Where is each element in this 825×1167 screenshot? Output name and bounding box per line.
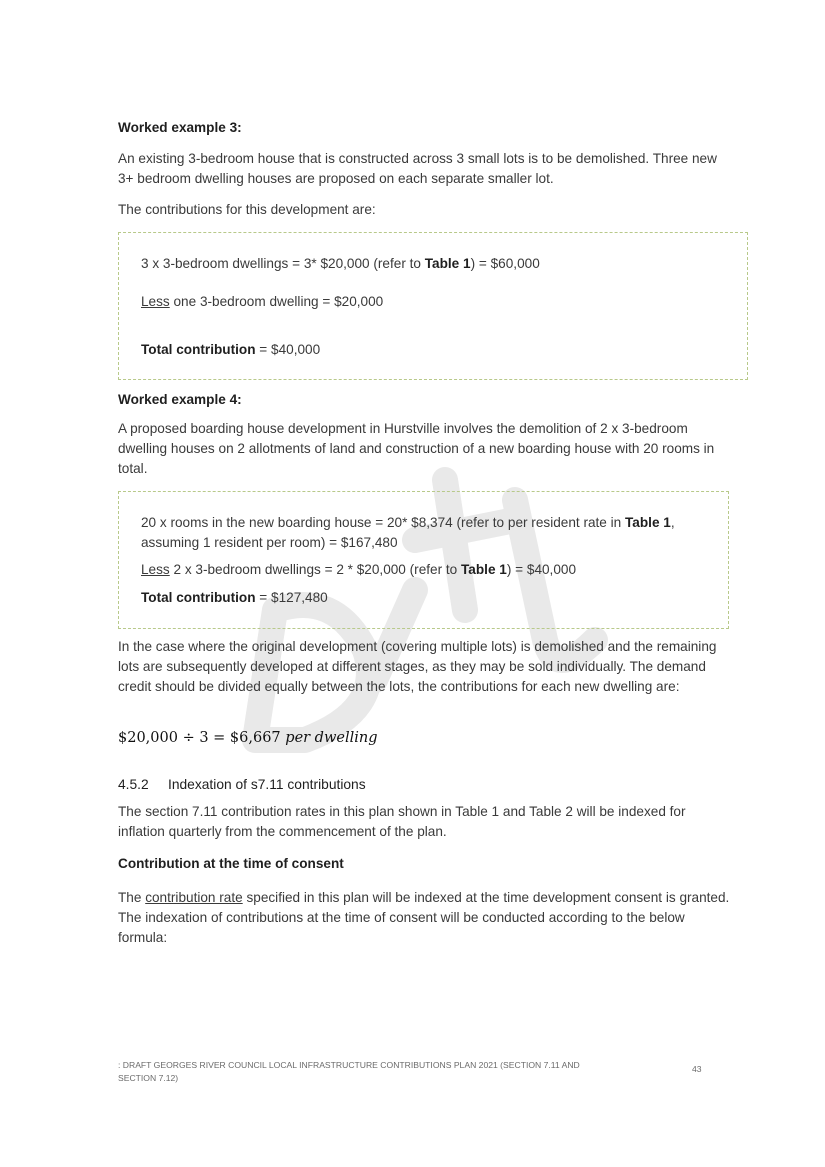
- example3-calculation-box: [118, 232, 748, 380]
- example3-heading: Worked example 3:: [118, 120, 242, 135]
- example3-intro: The contributions for this development are:: [118, 202, 376, 217]
- per-dwelling-formula: $20,000 ÷ 3 = $6,667 per dwelling: [118, 730, 378, 746]
- example4-paragraph: A proposed boarding house development in Hurstville involves the demolition of 2 x 3-bedroom dwelling houses on 2 allotments of land and construction of a new boarding house with 20 rooms in total.: [118, 421, 715, 476]
- example4-total: Total contribution = $127,480: [141, 590, 328, 605]
- example3-paragraph: An existing 3-bedroom house that is constructed across 3 small lots is to be demolished. Three new 3+ bedroom dwelling houses are proposed on each separate smaller lot.: [118, 151, 717, 186]
- example4-heading: Worked example 4:: [118, 392, 242, 407]
- example4-line1: 20 x rooms in the new boarding house = 20* $8,374 (refer to per resident rate in Table 1, assuming 1 resident per room) = $167,480: [141, 515, 675, 550]
- consent-paragraph: The contribution rate specified in this plan will be indexed at the time development consent is granted. The indexation of contributions at the time of consent will be conducted according to the below formula:: [118, 890, 730, 945]
- example3-line1: 3 x 3-bedroom dwellings = 3* $20,000 (refer to Table 1) = $60,000: [141, 256, 540, 271]
- example3-line2: Less one 3-bedroom dwelling = $20,000: [141, 294, 384, 309]
- section-heading: [118, 775, 366, 795]
- example3-total: Total contribution = $40,000: [141, 342, 321, 357]
- section-number: 4.5.2: [118, 777, 149, 792]
- example4-line2: Less 2 x 3-bedroom dwellings = 2 * $20,000 (refer to Table 1) = $40,000: [141, 562, 577, 577]
- case-paragraph: In the case where the original development (covering multiple lots) is demolished and the remaining lots are subsequently developed at different stages, as they may be sold individually. The demand credit should be divided equally between the lots, the contributions for each new dwelling are:: [118, 639, 717, 694]
- consent-heading: Contribution at the time of consent: [118, 856, 344, 871]
- footer-text: : DRAFT GEORGES RIVER COUNCIL LOCAL INFRASTRUCTURE CONTRIBUTIONS PLAN 2021 (SECTION 7.11 AND SECTION 7.12): [118, 1060, 580, 1083]
- section-paragraph: The section 7.11 contribution rates in this plan shown in Table 1 and Table 2 will be indexed for inflation quarterly from the commencement of the plan.: [118, 804, 686, 839]
- page-number: 43: [692, 1064, 702, 1074]
- section-title: Indexation of s7.11 contributions: [168, 777, 366, 792]
- example4-calculation-box: [118, 491, 729, 629]
